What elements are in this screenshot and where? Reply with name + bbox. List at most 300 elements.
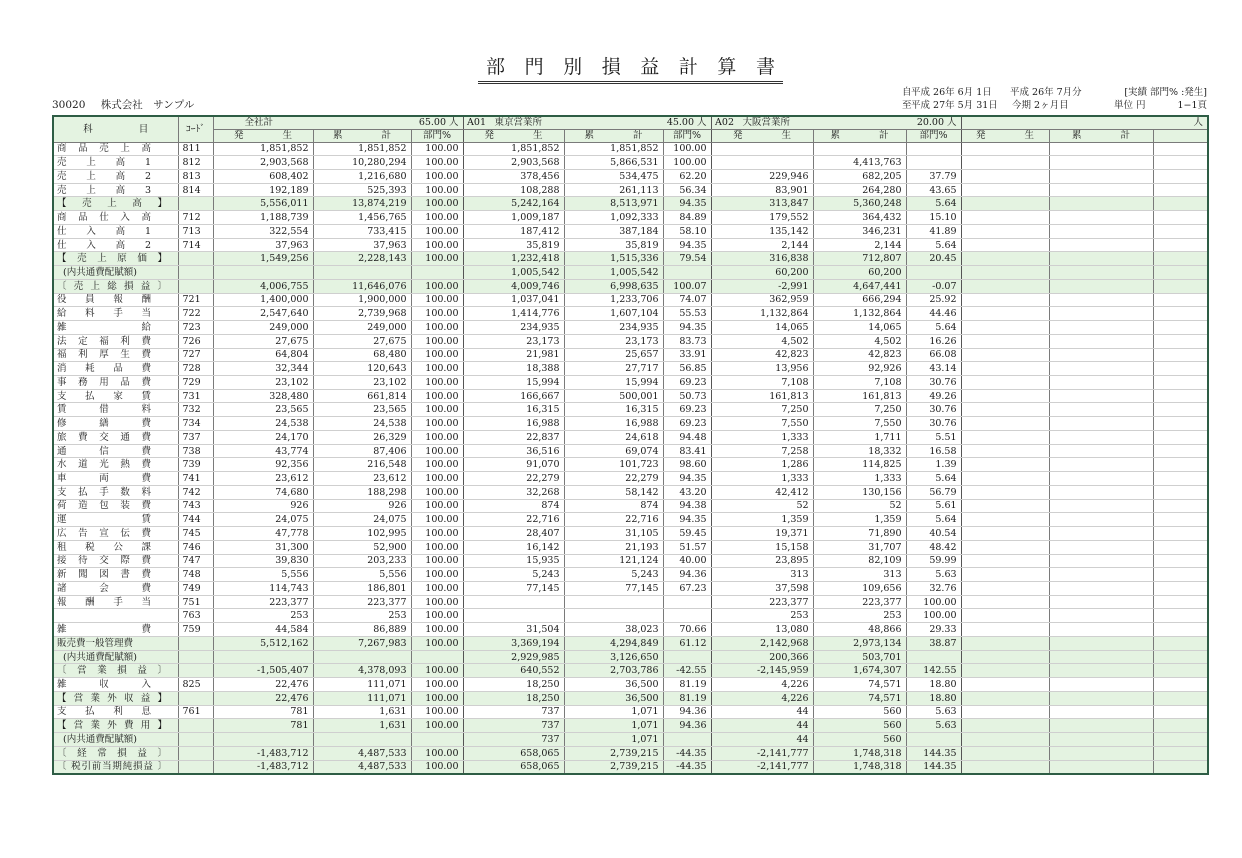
account-name-cell: [53, 582, 178, 596]
total-occurrence: 24,538: [213, 417, 313, 431]
tokyo-dept-pct: 59.45: [663, 527, 711, 541]
account-name: 旅 費 交 通 費: [57, 431, 151, 443]
account-code: 734: [178, 417, 213, 431]
tokyo-dept-pct: 69.23: [663, 417, 711, 431]
total-dept-pct: 100.00: [411, 568, 463, 582]
osaka-occurrence: 2,142,968: [711, 636, 813, 650]
empty-cell: [961, 156, 1049, 170]
tokyo-occurrence: 22,279: [463, 472, 564, 486]
profit-loss-table: [52, 115, 1209, 775]
account-code: 813: [178, 169, 213, 183]
report-title-block: [478, 56, 783, 84]
account-name-cell: [53, 307, 178, 321]
osaka-occurrence: 1,333: [711, 430, 813, 444]
company-info: [52, 99, 194, 111]
tokyo-occurrence: 5,242,164: [463, 197, 564, 211]
total-dept-pct: 100.00: [411, 444, 463, 458]
tokyo-occurrence: 22,716: [463, 513, 564, 527]
empty-cell: [1049, 760, 1153, 774]
total-occurrence: 781: [213, 719, 313, 733]
empty-cell: [961, 238, 1049, 252]
osaka-dept-pct: 30.76: [906, 417, 961, 431]
account-name-cell: [53, 733, 178, 747]
osaka-cumulative: 18,332: [813, 444, 906, 458]
empty-cell: [1153, 197, 1208, 211]
account-code: 745: [178, 527, 213, 541]
col-header-occurrence: [711, 129, 813, 142]
account-name: (内共通費配賦額): [63, 651, 137, 663]
account-name: 商 品 仕 入 高: [57, 212, 151, 224]
col-header-label: 累 計: [830, 130, 889, 141]
table-row: [53, 197, 1208, 211]
osaka-occurrence: 2,144: [711, 238, 813, 252]
account-code: 749: [178, 582, 213, 596]
account-name: 【 売 上 原 価 】: [57, 253, 167, 265]
empty-cell: [961, 623, 1049, 637]
table-row: [53, 636, 1208, 650]
tokyo-dept-pct: 94.35: [663, 321, 711, 335]
empty-cell: [961, 348, 1049, 362]
osaka-cumulative: 560: [813, 733, 906, 747]
empty-cell: [1153, 266, 1208, 280]
account-name: 仕 入 高 2: [57, 239, 151, 251]
empty-cell: [961, 582, 1049, 596]
tokyo-dept-pct: -44.35: [663, 760, 711, 774]
total-dept-pct: 100.00: [411, 582, 463, 596]
empty-cell: [1153, 499, 1208, 513]
account-code: [178, 733, 213, 747]
osaka-dept-pct: 30.76: [906, 403, 961, 417]
total-occurrence: 2,547,640: [213, 307, 313, 321]
empty-cell: [1049, 554, 1153, 568]
tokyo-occurrence: 35,819: [463, 238, 564, 252]
tokyo-cumulative: 1,005,542: [564, 266, 663, 280]
empty-cell: [961, 568, 1049, 582]
tokyo-cumulative: 1,092,333: [564, 211, 663, 225]
osaka-dept-pct: 48.42: [906, 540, 961, 554]
tokyo-dept-pct: [663, 595, 711, 609]
empty-cell: [961, 527, 1049, 541]
account-name-cell: [53, 417, 178, 431]
total-cumulative: 1,216,680: [313, 169, 411, 183]
tokyo-cumulative: 58,142: [564, 485, 663, 499]
osaka-occurrence: [711, 156, 813, 170]
total-cumulative: 87,406: [313, 444, 411, 458]
account-code: 726: [178, 334, 213, 348]
table-row: [53, 211, 1208, 225]
empty-cell: [1049, 169, 1153, 183]
osaka-dept-pct: 32.76: [906, 582, 961, 596]
tokyo-cumulative: 101,723: [564, 458, 663, 472]
tokyo-cumulative: 36,500: [564, 691, 663, 705]
empty-cell: [1153, 485, 1208, 499]
total-occurrence: 22,476: [213, 691, 313, 705]
tokyo-cumulative: 22,716: [564, 513, 663, 527]
empty-cell: [1049, 403, 1153, 417]
table-row: [53, 293, 1208, 307]
total-cumulative: 11,646,076: [313, 279, 411, 293]
account-code: 712: [178, 211, 213, 225]
tokyo-cumulative: 8,513,971: [564, 197, 663, 211]
account-name: 〔 営 業 損 益 〕: [57, 665, 167, 677]
osaka-occurrence: 179,552: [711, 211, 813, 225]
account-name-cell: [53, 595, 178, 609]
osaka-cumulative: 1,711: [813, 430, 906, 444]
empty-cell: [1049, 238, 1153, 252]
account-name: 修 繕 費: [57, 418, 151, 430]
account-code: 825: [178, 678, 213, 692]
table-row: [53, 513, 1208, 527]
empty-cell: [1153, 403, 1208, 417]
col-header-empty: [1153, 129, 1208, 142]
empty-cell: [1049, 485, 1153, 499]
account-name: 事 務 用 品 費: [57, 376, 151, 388]
total-occurrence: [213, 650, 313, 664]
osaka-cumulative: 7,550: [813, 417, 906, 431]
account-name: 売 上 高 2: [57, 170, 151, 182]
period-from-date: 平成 26年 6月 1日: [911, 87, 992, 98]
osaka-dept-pct: 144.35: [906, 746, 961, 760]
empty-cell: [1049, 156, 1153, 170]
tokyo-cumulative: 121,124: [564, 554, 663, 568]
total-occurrence: 192,189: [213, 183, 313, 197]
tokyo-occurrence: 658,065: [463, 746, 564, 760]
account-code: 814: [178, 183, 213, 197]
tokyo-occurrence: 21,981: [463, 348, 564, 362]
col-header-label: 発 生: [976, 130, 1035, 141]
total-occurrence: 223,377: [213, 595, 313, 609]
tokyo-dept-pct: 94.48: [663, 430, 711, 444]
empty-cell: [1049, 375, 1153, 389]
tokyo-cumulative: 36,500: [564, 678, 663, 692]
account-name: 法 定 福 利 費: [57, 335, 151, 347]
account-name-cell: [53, 527, 178, 541]
tokyo-occurrence: 31,504: [463, 623, 564, 637]
page-number: 1−1頁: [1177, 100, 1207, 111]
account-name-cell: [53, 650, 178, 664]
osaka-cumulative: 2,973,134: [813, 636, 906, 650]
subject-header-label: 科 目: [83, 123, 149, 135]
account-name: 支 払 家 賃: [57, 390, 151, 402]
tokyo-dept-pct: 94.35: [663, 472, 711, 486]
empty-cell: [961, 746, 1049, 760]
col-header-occurrence: [463, 129, 564, 142]
total-occurrence: -1,483,712: [213, 760, 313, 774]
group-name: 東京営業所: [494, 117, 543, 129]
osaka-occurrence: 37,598: [711, 582, 813, 596]
total-dept-pct: 100.00: [411, 307, 463, 321]
total-cumulative: 253: [313, 609, 411, 623]
table-row: [53, 362, 1208, 376]
empty-cell: [961, 321, 1049, 335]
account-name-cell: [53, 197, 178, 211]
account-code: 737: [178, 430, 213, 444]
col-header-dept-pct: 部門%: [663, 129, 711, 142]
account-name-cell: [53, 389, 178, 403]
col-header-cumulative: [1049, 129, 1153, 142]
osaka-dept-pct: 100.00: [906, 609, 961, 623]
tokyo-occurrence: 5,243: [463, 568, 564, 582]
tokyo-dept-pct: 98.60: [663, 458, 711, 472]
osaka-dept-pct: -0.07: [906, 279, 961, 293]
osaka-cumulative: 71,890: [813, 527, 906, 541]
account-code: 738: [178, 444, 213, 458]
total-occurrence: 31,300: [213, 540, 313, 554]
osaka-dept-pct: 49.26: [906, 389, 961, 403]
account-code: 747: [178, 554, 213, 568]
total-dept-pct: 100.00: [411, 211, 463, 225]
total-dept-pct: 100.00: [411, 595, 463, 609]
osaka-cumulative: 1,674,307: [813, 664, 906, 678]
tokyo-occurrence: 1,037,041: [463, 293, 564, 307]
osaka-dept-pct: 20.45: [906, 252, 961, 266]
empty-cell: [961, 252, 1049, 266]
tokyo-occurrence: 3,369,194: [463, 636, 564, 650]
empty-cell: [1049, 527, 1153, 541]
group-name: 大阪営業所: [742, 117, 791, 129]
col-header-label: 発 生: [234, 130, 292, 141]
osaka-occurrence: 223,377: [711, 595, 813, 609]
account-name: 売 上 高 1: [57, 157, 151, 169]
empty-cell: [961, 554, 1049, 568]
osaka-dept-pct: 43.14: [906, 362, 961, 376]
account-name-cell: [53, 485, 178, 499]
empty-cell: [1153, 691, 1208, 705]
period-term: 今期 2ヶ月目: [1012, 100, 1069, 111]
tokyo-cumulative: 15,994: [564, 375, 663, 389]
empty-cell: [1049, 719, 1153, 733]
account-code: [178, 636, 213, 650]
osaka-occurrence: 313,847: [711, 197, 813, 211]
osaka-cumulative: 4,413,763: [813, 156, 906, 170]
osaka-cumulative: 52: [813, 499, 906, 513]
total-cumulative: 111,071: [313, 678, 411, 692]
tokyo-dept-pct: 81.19: [663, 691, 711, 705]
header-row-groups: [53, 116, 1208, 129]
empty-cell: [1049, 623, 1153, 637]
account-name-cell: [53, 705, 178, 719]
tokyo-occurrence: 108,288: [463, 183, 564, 197]
empty-cell: [1153, 540, 1208, 554]
osaka-cumulative: 4,502: [813, 334, 906, 348]
empty-cell: [1153, 733, 1208, 747]
tokyo-dept-pct: 94.35: [663, 197, 711, 211]
account-code: [178, 760, 213, 774]
tokyo-cumulative: 5,243: [564, 568, 663, 582]
empty-cell: [1153, 582, 1208, 596]
table-row: [53, 760, 1208, 774]
osaka-dept-pct: 29.33: [906, 623, 961, 637]
total-cumulative: 525,393: [313, 183, 411, 197]
osaka-cumulative: 109,656: [813, 582, 906, 596]
empty-cell: [961, 705, 1049, 719]
total-cumulative: 120,643: [313, 362, 411, 376]
empty-cell: [1153, 430, 1208, 444]
tokyo-occurrence: 658,065: [463, 760, 564, 774]
tokyo-cumulative: [564, 609, 663, 623]
total-dept-pct: [411, 733, 463, 747]
osaka-occurrence: 7,250: [711, 403, 813, 417]
account-code: [178, 719, 213, 733]
tokyo-dept-pct: 79.54: [663, 252, 711, 266]
account-code: [178, 252, 213, 266]
tokyo-cumulative: 534,475: [564, 169, 663, 183]
total-dept-pct: 100.00: [411, 348, 463, 362]
osaka-dept-pct: 142.55: [906, 664, 961, 678]
osaka-cumulative: 5,360,248: [813, 197, 906, 211]
total-dept-pct: 100.00: [411, 678, 463, 692]
tokyo-dept-pct: 51.57: [663, 540, 711, 554]
osaka-occurrence: -2,141,777: [711, 746, 813, 760]
tokyo-occurrence: 640,552: [463, 664, 564, 678]
total-occurrence: 23,612: [213, 472, 313, 486]
account-name: 【 売 上 高 】: [57, 198, 167, 210]
empty-cell: [1153, 513, 1208, 527]
group-name: 全社計: [244, 117, 274, 129]
table-row: [53, 650, 1208, 664]
empty-cell: [961, 664, 1049, 678]
osaka-dept-pct: 40.54: [906, 527, 961, 541]
total-dept-pct: 100.00: [411, 238, 463, 252]
account-name: 【 営 業 外 収 益 】: [57, 692, 167, 704]
table-row: [53, 169, 1208, 183]
account-code: 742: [178, 485, 213, 499]
osaka-cumulative: 1,748,318: [813, 746, 906, 760]
osaka-dept-pct: 5.64: [906, 321, 961, 335]
table-row: [53, 582, 1208, 596]
account-name: 売 上 高 3: [57, 184, 151, 196]
tokyo-cumulative: 1,071: [564, 705, 663, 719]
tokyo-occurrence: 234,935: [463, 321, 564, 335]
total-dept-pct: 100.00: [411, 169, 463, 183]
osaka-dept-pct: 38.87: [906, 636, 961, 650]
empty-cell: [1153, 156, 1208, 170]
tokyo-occurrence: 18,250: [463, 678, 564, 692]
total-dept-pct: 100.00: [411, 527, 463, 541]
tokyo-cumulative: 38,023: [564, 623, 663, 637]
table-row: [53, 238, 1208, 252]
tokyo-cumulative: 500,001: [564, 389, 663, 403]
osaka-cumulative: 42,823: [813, 348, 906, 362]
empty-cell: [1153, 678, 1208, 692]
tokyo-occurrence: 22,837: [463, 430, 564, 444]
empty-cell: [961, 430, 1049, 444]
col-header-label: 発 生: [733, 130, 792, 141]
total-cumulative: 249,000: [313, 321, 411, 335]
total-cumulative: 24,538: [313, 417, 411, 431]
empty-cell: [1153, 719, 1208, 733]
group-header-blank: [961, 116, 1208, 129]
account-name: 諸 会 費: [57, 582, 151, 594]
empty-cell: [961, 224, 1049, 238]
osaka-dept-pct: 25.92: [906, 293, 961, 307]
subject-header: [53, 116, 178, 142]
empty-cell: [961, 472, 1049, 486]
osaka-dept-pct: 5.63: [906, 568, 961, 582]
account-name: 支 払 利 息: [57, 706, 151, 718]
total-occurrence: 23,102: [213, 375, 313, 389]
osaka-dept-pct: 37.79: [906, 169, 961, 183]
osaka-cumulative: 4,647,441: [813, 279, 906, 293]
osaka-cumulative: 364,432: [813, 211, 906, 225]
osaka-occurrence: 362,959: [711, 293, 813, 307]
group-code: A01: [467, 117, 486, 129]
account-name-cell: [53, 266, 178, 280]
tokyo-cumulative: 69,074: [564, 444, 663, 458]
account-name: (内共通費配賦額): [63, 266, 137, 278]
table-row: [53, 458, 1208, 472]
account-name-cell: [53, 746, 178, 760]
total-cumulative: 733,415: [313, 224, 411, 238]
period-info: [902, 87, 1207, 114]
col-header-label: 累 計: [333, 130, 391, 141]
total-cumulative: 661,814: [313, 389, 411, 403]
osaka-occurrence: 52: [711, 499, 813, 513]
account-name-cell: [53, 609, 178, 623]
account-name-cell: [53, 719, 178, 733]
osaka-cumulative: 346,231: [813, 224, 906, 238]
osaka-dept-pct: 44.46: [906, 307, 961, 321]
osaka-dept-pct: 16.26: [906, 334, 961, 348]
osaka-dept-pct: 1.39: [906, 458, 961, 472]
table-row: [53, 266, 1208, 280]
total-dept-pct: 100.00: [411, 375, 463, 389]
total-occurrence: 328,480: [213, 389, 313, 403]
osaka-occurrence: 44: [711, 733, 813, 747]
total-cumulative: 13,874,219: [313, 197, 411, 211]
empty-cell: [1153, 293, 1208, 307]
empty-cell: [1153, 142, 1208, 156]
tokyo-cumulative: 1,515,336: [564, 252, 663, 266]
empty-cell: [961, 293, 1049, 307]
osaka-occurrence: [711, 142, 813, 156]
tokyo-dept-pct: 94.35: [663, 238, 711, 252]
total-occurrence: 23,565: [213, 403, 313, 417]
period-from-label: 自: [902, 87, 912, 98]
empty-cell: [961, 636, 1049, 650]
osaka-occurrence: 7,108: [711, 375, 813, 389]
account-name: 租 税 公 課: [57, 541, 151, 553]
account-name: 雑 収 入: [57, 679, 151, 690]
empty-cell: [1153, 321, 1208, 335]
total-cumulative: 5,556: [313, 568, 411, 582]
total-cumulative: 926: [313, 499, 411, 513]
account-name: 給 料 手 当: [57, 308, 151, 320]
osaka-dept-pct: 18.80: [906, 678, 961, 692]
account-name-cell: [53, 664, 178, 678]
osaka-dept-pct: [906, 266, 961, 280]
tokyo-cumulative: 2,703,786: [564, 664, 663, 678]
account-name: 【 営 業 外 費 用 】: [57, 720, 167, 732]
total-occurrence: 114,743: [213, 582, 313, 596]
table-row: [53, 444, 1208, 458]
osaka-cumulative: 313: [813, 568, 906, 582]
osaka-cumulative: 74,571: [813, 691, 906, 705]
account-code: 728: [178, 362, 213, 376]
table-row: [53, 430, 1208, 444]
osaka-dept-pct: 5.61: [906, 499, 961, 513]
osaka-occurrence: 161,813: [711, 389, 813, 403]
account-name-cell: [53, 678, 178, 692]
total-dept-pct: 100.00: [411, 499, 463, 513]
account-code: 746: [178, 540, 213, 554]
account-name: 雑 給: [57, 321, 151, 333]
col-header-occurrence: [961, 129, 1049, 142]
account-name-cell: [53, 224, 178, 238]
account-code: 721: [178, 293, 213, 307]
tokyo-cumulative: 35,819: [564, 238, 663, 252]
account-name: 荷 造 包 装 費: [57, 500, 151, 512]
